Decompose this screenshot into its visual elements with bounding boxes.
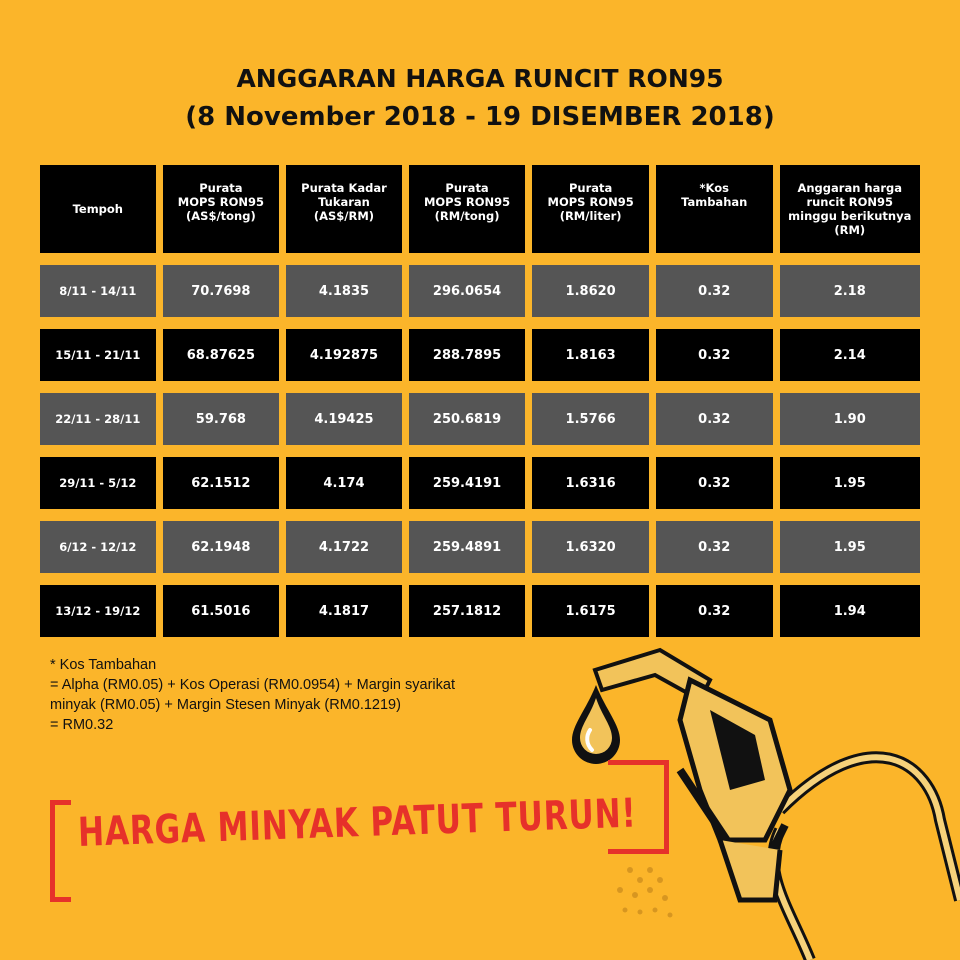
kos-tambahan-note xyxy=(50,655,570,735)
table-header-row xyxy=(38,163,922,255)
cell-exchange-rate: 4.174 xyxy=(284,455,404,511)
note-line: = RM0.32 xyxy=(50,717,114,733)
header-mops-rm-liter: Purata MOPS RON95 (RM/liter) xyxy=(530,163,651,255)
slogan-text: HARGA MINYAK PATUT TURUN! xyxy=(77,790,638,856)
cell-mops-usd: 61.5016 xyxy=(161,583,282,639)
cell-anggaran-harga: 1.95 xyxy=(778,455,923,511)
cell-mops-rm-liter: 1.5766 xyxy=(530,391,651,447)
table-row xyxy=(38,263,922,319)
cell-mops-rm-liter: 1.8620 xyxy=(530,263,651,319)
cell-mops-rm-barrel: 296.0654 xyxy=(407,263,528,319)
cell-tempoh: 15/11 - 21/11 xyxy=(38,327,158,383)
cell-kos-tambahan: 0.32 xyxy=(654,455,775,511)
cell-exchange-rate: 4.192875 xyxy=(284,327,404,383)
cell-anggaran-harga: 1.94 xyxy=(778,583,923,639)
slogan-bracket-left xyxy=(50,800,71,902)
header-tempoh: Tempoh xyxy=(38,163,158,255)
cell-exchange-rate: 4.1817 xyxy=(284,583,404,639)
cell-mops-rm-liter: 1.6175 xyxy=(530,583,651,639)
price-table xyxy=(38,163,922,647)
cell-mops-rm-barrel: 288.7895 xyxy=(407,327,528,383)
cell-mops-usd: 59.768 xyxy=(161,391,282,447)
cell-mops-usd: 70.7698 xyxy=(161,263,282,319)
cell-tempoh: 13/12 - 19/12 xyxy=(38,583,158,639)
cell-tempoh: 6/12 - 12/12 xyxy=(38,519,158,575)
page-title-line1: ANGGARAN HARGA RUNCIT RON95 xyxy=(236,64,724,93)
cell-kos-tambahan: 0.32 xyxy=(654,391,775,447)
cell-tempoh: 22/11 - 28/11 xyxy=(38,391,158,447)
cell-exchange-rate: 4.19425 xyxy=(284,391,404,447)
cell-mops-usd: 68.87625 xyxy=(161,327,282,383)
cell-mops-usd: 62.1948 xyxy=(161,519,282,575)
cell-anggaran-harga: 1.90 xyxy=(778,391,923,447)
cell-mops-rm-liter: 1.8163 xyxy=(530,327,651,383)
header-anggaran-harga: Anggaran harga runcit RON95 minggu berikutnya (RM) xyxy=(778,163,923,255)
page-title-line2: (8 November 2018 - 19 DISEMBER 2018) xyxy=(185,102,775,132)
cell-kos-tambahan: 0.32 xyxy=(654,519,775,575)
cell-anggaran-harga: 2.14 xyxy=(778,327,923,383)
oil-drop-icon xyxy=(566,680,626,770)
cell-kos-tambahan: 0.32 xyxy=(654,327,775,383)
cell-mops-rm-liter: 1.6320 xyxy=(530,519,651,575)
note-line: minyak (RM0.05) + Margin Stesen Minyak (RM0.1219) xyxy=(50,697,401,713)
cell-exchange-rate: 4.1835 xyxy=(284,263,404,319)
table-row xyxy=(38,455,922,511)
header-mops-usd: Purata MOPS RON95 (AS$/tong) xyxy=(161,163,282,255)
note-line: = Alpha (RM0.05) + Kos Operasi (RM0.0954) + Margin syarikat xyxy=(50,677,455,693)
cell-kos-tambahan: 0.32 xyxy=(654,583,775,639)
cell-anggaran-harga: 2.18 xyxy=(778,263,923,319)
cell-tempoh: 8/11 - 14/11 xyxy=(38,263,158,319)
cell-tempoh: 29/11 - 5/12 xyxy=(38,455,158,511)
cell-mops-rm-liter: 1.6316 xyxy=(530,455,651,511)
note-line: * Kos Tambahan xyxy=(50,657,157,673)
cell-mops-rm-barrel: 257.1812 xyxy=(407,583,528,639)
cell-kos-tambahan: 0.32 xyxy=(654,263,775,319)
cell-anggaran-harga: 1.95 xyxy=(778,519,923,575)
table-row xyxy=(38,391,922,447)
table-row xyxy=(38,327,922,383)
cell-mops-rm-barrel: 259.4191 xyxy=(407,455,528,511)
header-exchange-rate: Purata Kadar Tukaran (AS$/RM) xyxy=(284,163,404,255)
header-mops-rm-barrel: Purata MOPS RON95 (RM/tong) xyxy=(407,163,528,255)
cell-mops-rm-barrel: 259.4891 xyxy=(407,519,528,575)
table-row xyxy=(38,519,922,575)
cell-mops-rm-barrel: 250.6819 xyxy=(407,391,528,447)
header-kos-tambahan: *Kos Tambahan xyxy=(654,163,775,255)
cell-exchange-rate: 4.1722 xyxy=(284,519,404,575)
table-row xyxy=(38,583,922,639)
cell-mops-usd: 62.1512 xyxy=(161,455,282,511)
